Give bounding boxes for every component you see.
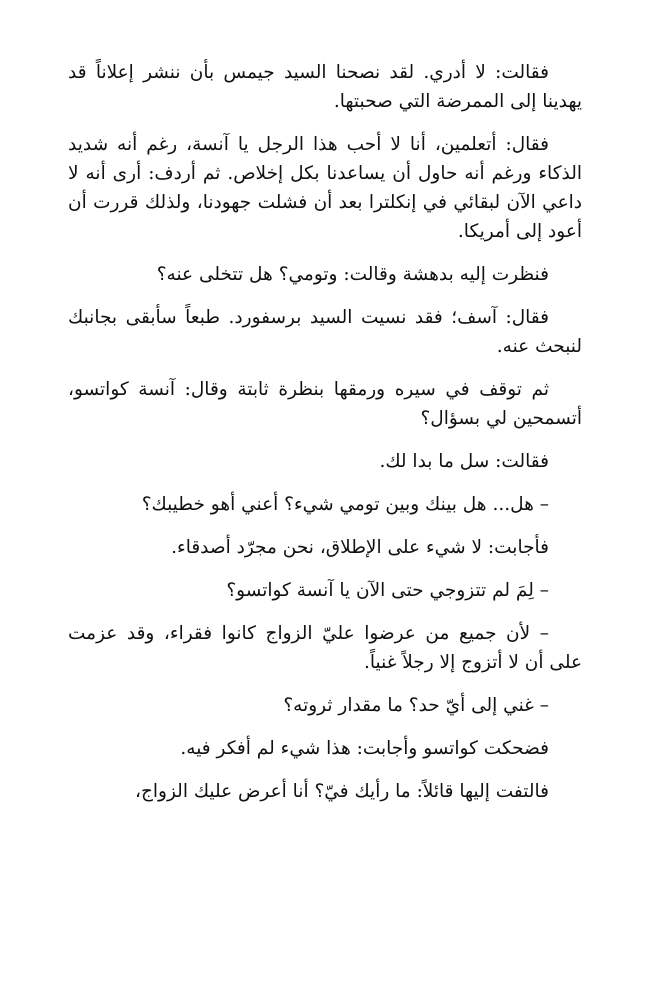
paragraph: – لأن جميع من عرضوا عليّ الزواج كانوا فقراء، وقد عزمت على أن لا أتزوج إلا رجلاً غنياً. <box>68 623 582 673</box>
paragraph: فالتفت إليها قائلاً: ما رأيك فيّ؟ أنا أعرض عليك الزواج، <box>134 781 549 802</box>
paragraph: فقال: أتعلمين، أنا لا أحب هذا الرجل يا آنسة، رغم أنه شديد الذكاء ورغم أنه حاول أن يساعدنا بكل إخلاص. ثم أردف: أرى أنه لا داعي الآن لبقائي في إنكلترا بعد أن فشلت جهودنا، ولذلك قررت أن أعود إلى أمريكا. <box>68 134 582 242</box>
paragraph: فقالت: سل ما بدا لك. <box>379 451 549 472</box>
paragraph: فنظرت إليه بدهشة وقالت: وتومي؟ هل تتخلى عنه؟ <box>156 264 549 285</box>
paragraph: – غني إلى أيّ حد؟ ما مقدار ثروته؟ <box>283 695 549 716</box>
paragraph: فضحكت كواتسو وأجابت: هذا شيء لم أفكر فيه. <box>180 738 549 759</box>
paragraph: فقال: آسف؛ فقد نسيت السيد برسفورد. طبعاً سأبقى بجانبك لنبحث عنه. <box>68 307 582 357</box>
paragraph: ثم توقف في سيره ورمقها بنظرة ثابتة وقال: آنسة كواتسو، أتسمحين لي بسؤال؟ <box>68 379 582 429</box>
paragraph: فأجابت: لا شيء على الإطلاق، نحن مجرّد أصدقاء. <box>171 537 549 558</box>
paragraph: – هل... هل بينك وبين تومي شيء؟ أعني أهو خطيبك؟ <box>141 494 549 515</box>
paragraph: – لِمَ لم تتزوجي حتى الآن يا آنسة كواتسو؟ <box>226 580 549 601</box>
paragraph: فقالت: لا أدري. لقد نصحنا السيد جيمس بأن ننشر إعلاناً قد يهدينا إلى الممرضة التي صحبتها. <box>68 62 582 112</box>
book-page <box>68 58 582 820</box>
